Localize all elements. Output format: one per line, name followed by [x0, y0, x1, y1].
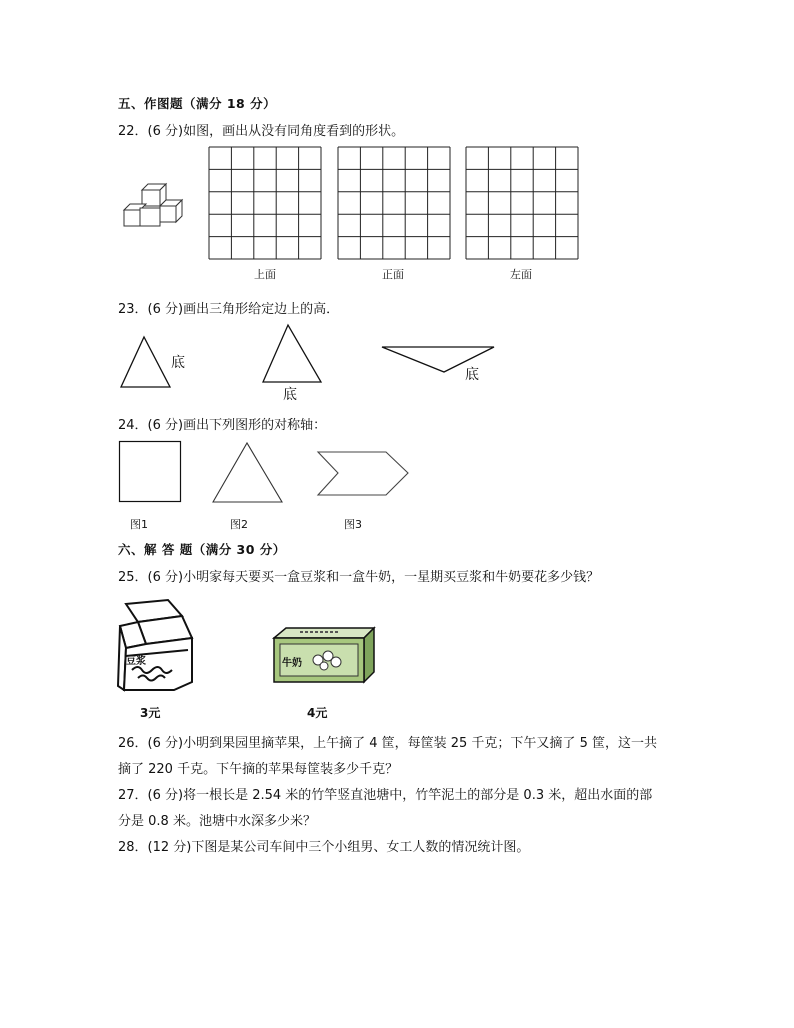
- grid-top-view[interactable]: [208, 146, 322, 260]
- question-24-text: 24．(6 分)画出下列图形的对称轴：: [118, 418, 327, 433]
- question-27-line-1: 27．(6 分)将一根长是 2.54 米的竹竿竖直池塘中，竹竿泥土的部分是 0.3 米，超出水面的部: [118, 788, 653, 803]
- figure-1-label: 图1: [130, 518, 148, 531]
- soy-milk-price: 3元: [140, 706, 161, 720]
- grid-left-view[interactable]: [465, 146, 579, 260]
- question-26-line-1: 26．(6 分)小明到果园里摘苹果，上午摘了 4 筐，每筐装 25 千克；下午又摘了 5 筐，这一共: [118, 736, 657, 751]
- question-25-text: 25．(6 分)小明家每天要买一盒豆浆和一盒牛奶，一星期买豆浆和牛奶要花多少钱？: [118, 570, 600, 585]
- figure-triangle: [210, 440, 286, 504]
- triangle-1: [118, 334, 178, 390]
- question-28-text: 28．(12 分)下图是某公司车间中三个小组男、女工人数的情况统计图。: [118, 840, 530, 855]
- grid-label-top: 上面: [254, 268, 276, 281]
- soy-box-text: 豆浆: [126, 656, 146, 667]
- triangle-3: [380, 344, 498, 376]
- figure-3-label: 图3: [344, 518, 362, 531]
- triangle-1-base-label: 底: [171, 355, 185, 371]
- triangle-3-base-label: 底: [465, 367, 479, 383]
- soy-milk-carton-image: [116, 596, 196, 694]
- question-27-line-2: 分是 0.8 米。池塘中水深多少米？: [118, 814, 316, 829]
- section-6-title: 六、解 答 题（满分 30 分）: [118, 542, 286, 557]
- grid-front-view[interactable]: [337, 146, 451, 260]
- grid-label-front: 正面: [382, 268, 404, 281]
- figure-square: [118, 440, 184, 504]
- triangle-2: [260, 322, 324, 384]
- question-26-line-2: 摘了 220 千克。下午摘的苹果每筐装多少千克？: [118, 762, 399, 777]
- grid-label-left: 左面: [510, 268, 532, 281]
- milk-box-image: [270, 624, 378, 684]
- section-5-title: 五、作图题（满分 18 分）: [118, 96, 277, 111]
- figure-arrow-shape: [316, 450, 410, 498]
- triangle-2-base-label: 底: [283, 387, 297, 403]
- milk-price: 4元: [307, 706, 328, 720]
- question-23-text: 23．(6 分)画出三角形给定边上的高．: [118, 302, 340, 317]
- figure-2-label: 图2: [230, 518, 248, 531]
- question-22-text: 22．(6 分)如图，画出从没有同角度看到的形状。: [118, 124, 405, 139]
- milk-box-text: 牛奶: [282, 658, 302, 669]
- cube-stack-figure: [122, 180, 184, 230]
